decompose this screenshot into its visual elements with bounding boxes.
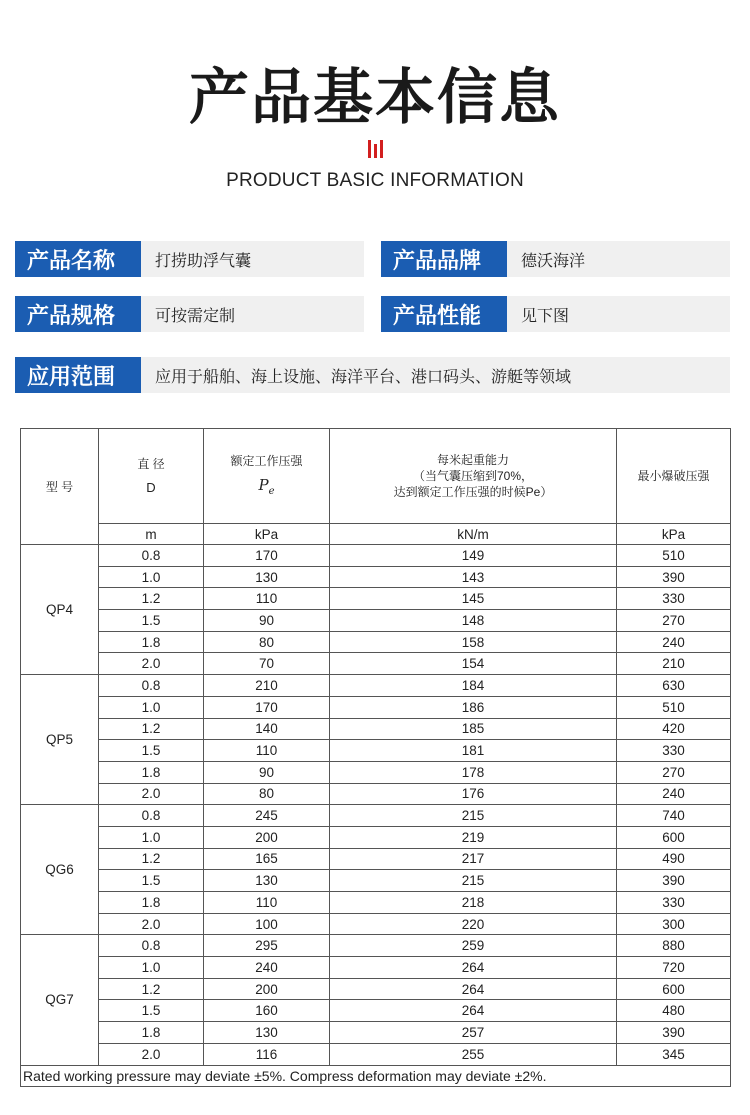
table-cell: 259: [330, 935, 617, 957]
table-row: [21, 870, 731, 892]
header-lift-line: （当气囊压缩到70%，: [412, 469, 534, 483]
table-row: [21, 1043, 731, 1065]
table-cell: 184: [330, 675, 617, 697]
header-diameter-label: 直 径: [137, 457, 165, 471]
unit-cell: kPa: [617, 524, 731, 545]
table-cell: 90: [204, 761, 330, 783]
table-cell: 1.5: [99, 870, 204, 892]
table-cell: 1.0: [99, 826, 204, 848]
field-product-name: [15, 241, 364, 277]
field-value: 可按需定制: [141, 296, 364, 332]
table-cell: 345: [617, 1043, 731, 1065]
table-cell: 1.8: [99, 1022, 204, 1044]
table-row: [21, 761, 731, 783]
page-subtitle: PRODUCT BASIC INFORMATION: [226, 170, 524, 191]
header-diameter: [99, 429, 204, 524]
table-note-row: [21, 1065, 731, 1086]
header-lift-line: 每米起重能力: [436, 453, 509, 467]
table-cell: 264: [330, 978, 617, 1000]
table-cell: 420: [617, 718, 731, 740]
header-lift-capacity: [330, 429, 617, 524]
table-cell: 200: [204, 978, 330, 1000]
table-cell: 217: [330, 848, 617, 870]
page-title: 产品基本信息: [189, 63, 561, 133]
table-cell: 510: [617, 696, 731, 718]
table-cell: 600: [617, 826, 731, 848]
unit-cell: m: [99, 524, 204, 545]
field-value: 见下图: [507, 296, 730, 332]
table-cell: 255: [330, 1043, 617, 1065]
table-cell: 0.8: [99, 545, 204, 567]
table-row: [21, 1000, 731, 1022]
table-cell: 1.8: [99, 761, 204, 783]
table-cell: 240: [617, 631, 731, 653]
table-cell: 390: [617, 566, 731, 588]
table-cell: 2.0: [99, 913, 204, 935]
table-cell: 110: [204, 588, 330, 610]
table-row: [21, 588, 731, 610]
table-cell: 185: [330, 718, 617, 740]
table-cell: 1.0: [99, 566, 204, 588]
table-cell: 148: [330, 610, 617, 632]
table-cell: 2.0: [99, 783, 204, 805]
table-cell: 210: [617, 653, 731, 675]
table-cell: 390: [617, 870, 731, 892]
table-cell: 240: [204, 957, 330, 979]
table-cell: 330: [617, 740, 731, 762]
model-cell: QG7: [21, 935, 99, 1065]
table-cell: 215: [330, 870, 617, 892]
table-cell: 1.2: [99, 978, 204, 1000]
unit-cell: kN/m: [330, 524, 617, 545]
table-row: [21, 783, 731, 805]
field-label: 产品品牌: [381, 241, 507, 277]
table-cell: 176: [330, 783, 617, 805]
field-product-performance: [381, 296, 730, 332]
field-value: 打捞助浮气囊: [141, 241, 364, 277]
table-cell: 80: [204, 631, 330, 653]
field-product-spec: [15, 296, 364, 332]
table-cell: 1.0: [99, 957, 204, 979]
header-burst-pressure: 最小爆破压强: [617, 429, 731, 524]
table-cell: 110: [204, 740, 330, 762]
table-cell: 145: [330, 588, 617, 610]
table-cell: 264: [330, 1000, 617, 1022]
table-units-row: [21, 524, 731, 545]
table-cell: 510: [617, 545, 731, 567]
table-cell: 245: [204, 805, 330, 827]
table-cell: 240: [617, 783, 731, 805]
field-label: 应用范围: [15, 357, 141, 393]
field-value: 德沃海洋: [507, 241, 730, 277]
table-cell: 257: [330, 1022, 617, 1044]
model-cell: QG6: [21, 805, 99, 935]
table-row: [21, 610, 731, 632]
field-label: 产品名称: [15, 241, 141, 277]
table-cell: 1.8: [99, 631, 204, 653]
table-row: [21, 653, 731, 675]
table-cell: 1.5: [99, 610, 204, 632]
table-cell: 1.5: [99, 1000, 204, 1022]
table-cell: 330: [617, 588, 731, 610]
table-cell: 1.2: [99, 588, 204, 610]
field-label: 产品规格: [15, 296, 141, 332]
table-cell: 720: [617, 957, 731, 979]
table-cell: 390: [617, 1022, 731, 1044]
table-cell: 740: [617, 805, 731, 827]
table-cell: 1.8: [99, 892, 204, 914]
table-cell: 2.0: [99, 1043, 204, 1065]
table-row: [21, 740, 731, 762]
unit-cell: kPa: [204, 524, 330, 545]
table-cell: 220: [330, 913, 617, 935]
table-row: [21, 826, 731, 848]
table-note: Rated working pressure may deviate ±5%. Compress deformation may deviate ±2%.: [21, 1065, 731, 1086]
header-model: 型 号: [21, 429, 99, 545]
table-cell: 295: [204, 935, 330, 957]
table-cell: 1.2: [99, 718, 204, 740]
table-row: [21, 631, 731, 653]
table-row: [21, 1022, 731, 1044]
field-value: 应用于船舶、海上设施、海洋平台、港口码头、游艇等领域: [141, 357, 730, 393]
table-cell: 200: [204, 826, 330, 848]
table-row: [21, 913, 731, 935]
table-row: [21, 935, 731, 957]
table-cell: 270: [617, 610, 731, 632]
table-row: [21, 718, 731, 740]
table-cell: 2.0: [99, 653, 204, 675]
table-cell: 480: [617, 1000, 731, 1022]
table-cell: 215: [330, 805, 617, 827]
table-cell: 165: [204, 848, 330, 870]
table-cell: 181: [330, 740, 617, 762]
table-cell: 170: [204, 696, 330, 718]
table-cell: 149: [330, 545, 617, 567]
header-lift-line: 达到额定工作压强的时候Pe）: [393, 485, 553, 499]
table-cell: 80: [204, 783, 330, 805]
table-cell: 330: [617, 892, 731, 914]
header-pressure-label: 额定工作压强: [230, 453, 303, 468]
spec-table: [20, 428, 731, 1087]
table-cell: 0.8: [99, 675, 204, 697]
field-product-brand: [381, 241, 730, 277]
table-cell: 130: [204, 870, 330, 892]
table-cell: 218: [330, 892, 617, 914]
table-cell: 178: [330, 761, 617, 783]
table-cell: 600: [617, 978, 731, 1000]
table-cell: 186: [330, 696, 617, 718]
table-cell: 880: [617, 935, 731, 957]
table-cell: 140: [204, 718, 330, 740]
table-cell: 270: [617, 761, 731, 783]
header-diameter-symbol: D: [146, 480, 156, 495]
table-row: [21, 805, 731, 827]
table-row: [21, 566, 731, 588]
table-cell: 160: [204, 1000, 330, 1022]
table-row: [21, 848, 731, 870]
table-cell: 130: [204, 566, 330, 588]
table-cell: 1.2: [99, 848, 204, 870]
model-cell: QP4: [21, 545, 99, 675]
table-row: [21, 957, 731, 979]
table-cell: 630: [617, 675, 731, 697]
table-cell: 110: [204, 892, 330, 914]
table-cell: 158: [330, 631, 617, 653]
table-cell: 170: [204, 545, 330, 567]
table-cell: 130: [204, 1022, 330, 1044]
table-cell: 300: [617, 913, 731, 935]
table-cell: 210: [204, 675, 330, 697]
table-header-row: [21, 429, 731, 524]
header-pressure: [204, 429, 330, 524]
table-row: [21, 696, 731, 718]
table-cell: 143: [330, 566, 617, 588]
table-cell: 1.5: [99, 740, 204, 762]
field-label: 产品性能: [381, 296, 507, 332]
table-cell: 154: [330, 653, 617, 675]
table-cell: 0.8: [99, 935, 204, 957]
table-cell: 90: [204, 610, 330, 632]
red-bars-icon: [364, 140, 386, 160]
table-cell: 219: [330, 826, 617, 848]
table-cell: 116: [204, 1043, 330, 1065]
table-row: [21, 545, 731, 567]
table-cell: 100: [204, 913, 330, 935]
table-cell: 0.8: [99, 805, 204, 827]
table-cell: 70: [204, 653, 330, 675]
header-pressure-symbol: $P_e$: [258, 475, 275, 497]
model-cell: QP5: [21, 675, 99, 805]
table-cell: 1.0: [99, 696, 204, 718]
table-row: [21, 675, 731, 697]
field-application: [15, 357, 730, 393]
table-row: [21, 978, 731, 1000]
table-cell: 490: [617, 848, 731, 870]
table-row: [21, 892, 731, 914]
table-cell: 264: [330, 957, 617, 979]
